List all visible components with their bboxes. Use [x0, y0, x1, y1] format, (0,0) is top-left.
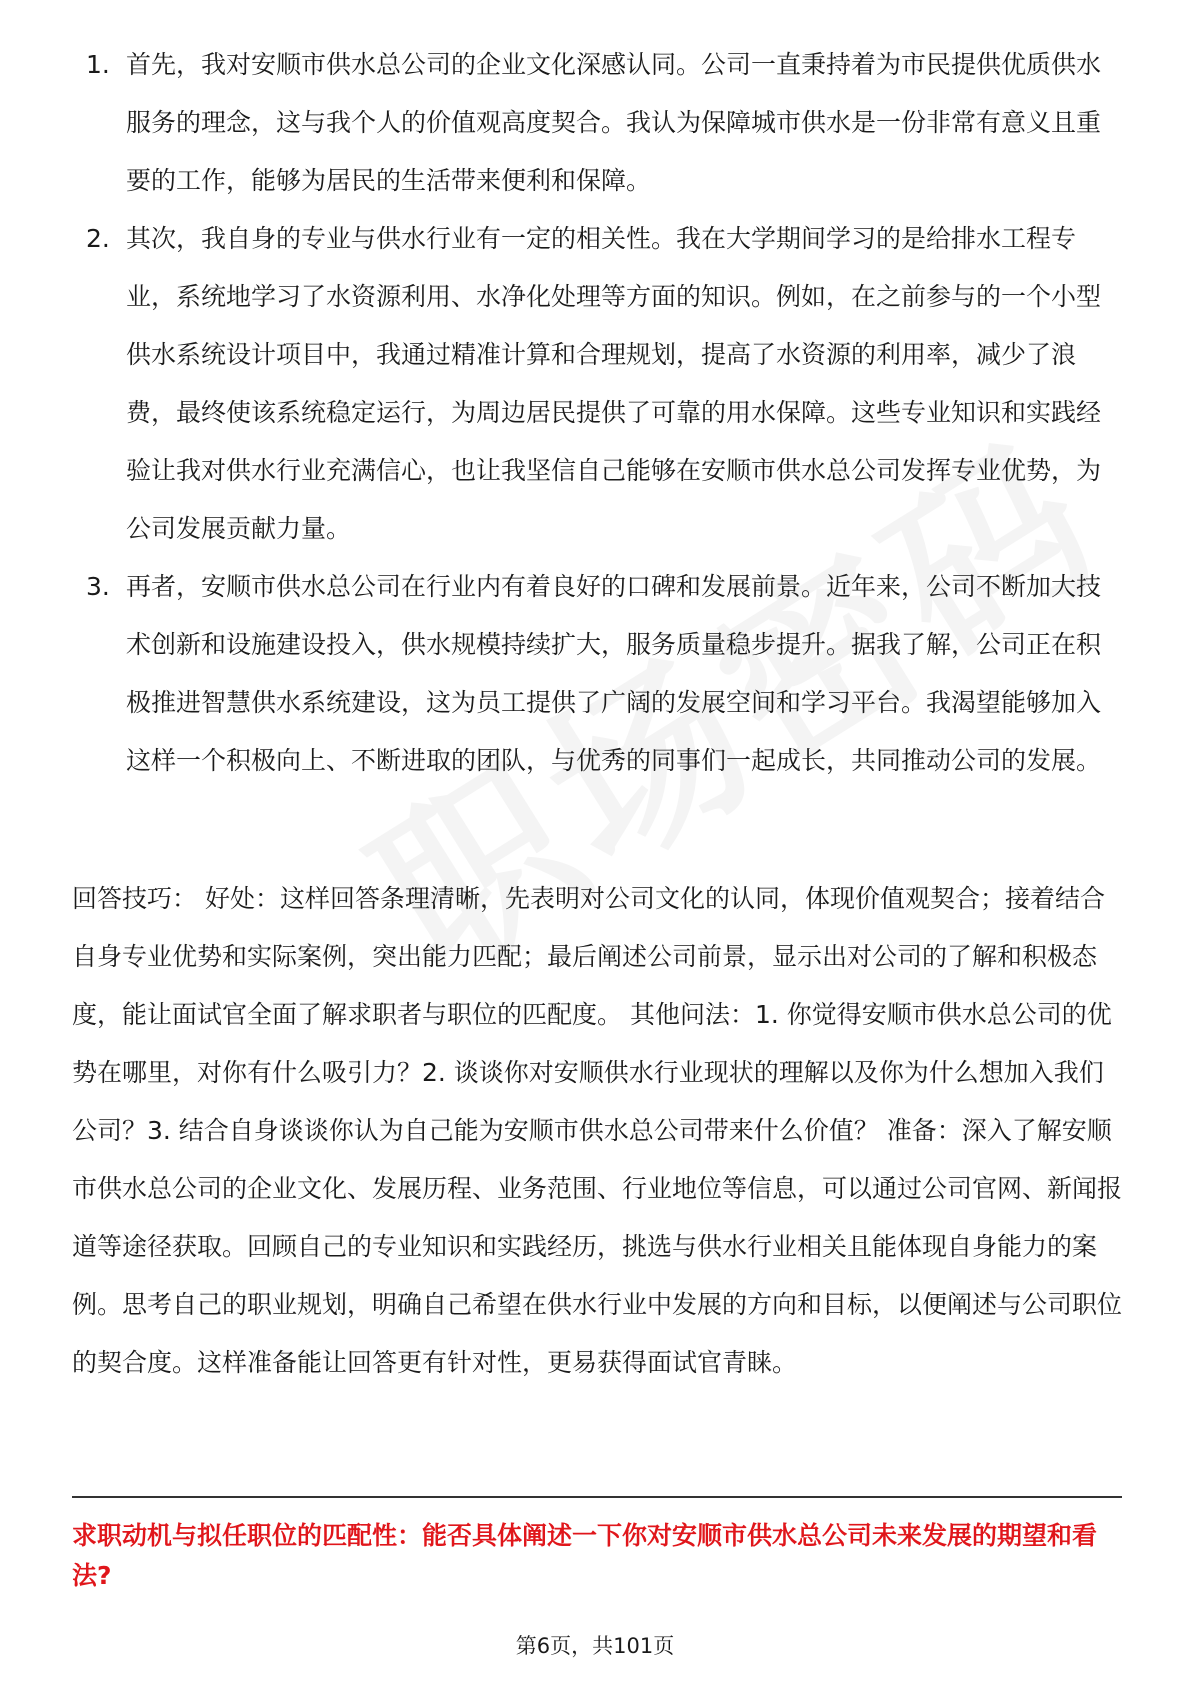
list-item [72, 36, 1122, 210]
answer-tips-paragraph: 回答技巧： 好处：这样回答条理清晰，先表明对公司文化的认同，体现价值观契合；接着结合自身专业优势和实际案例，突出能力匹配；最后阐述公司前景，显示出对公司的了解和积极态度，能让面试官全面了解求职者与职位的匹配度。 其他问法：1. 你觉得安顺市供水总公司的优势在哪里，对你有什么吸引力？2. 谈谈你对安顺供水行业现状的理解以及你为什么想加入我们公司？3. 结合自身谈谈你认为自己能为安顺市供水总公司带来什么价值？ 准备：深入了解安顺市供水总公司的企业文化、发展历程、业务范围、行业地位等信息，可以通过公司官网、新闻报道等途径获取。回顾自己的专业知识和实践经历，挑选与供水行业相关且能体现自身能力的案例。思考自己的职业规划，明确自己希望在供水行业中发展的方向和目标，以便阐述与公司职位的契合度。这样准备能让回答更有针对性，更易获得面试官青睐。 [72, 884, 1123, 1377]
list-item-number: 2. [86, 224, 110, 253]
list-item-number: 1. [86, 50, 110, 79]
page-number-footer: 第6页，共101页 [515, 1634, 675, 1658]
next-question-heading: 求职动机与拟任职位的匹配性：能否具体阐述一下你对安顺市供水总公司未来发展的期望和看法? [72, 1521, 1098, 1590]
list-item-text: 其次，我自身的专业与供水行业有一定的相关性。我在大学期间学习的是给排水工程专业，系统地学习了水资源利用、水净化处理等方面的知识。例如，在之前参与的一个小型供水系统设计项目中，我通过精准计算和合理规划，提高了水资源的利用率，减少了浪费，最终使该系统稳定运行，为周边居民提供了可靠的用水保障。这些专业知识和实践经验让我对供水行业充满信心，也让我坚信自己能够在安顺市供水总公司发挥专业优势，为公司发展贡献力量。 [126, 224, 1102, 543]
list-item-number: 3. [86, 572, 110, 601]
list-item-text: 再者，安顺市供水总公司在行业内有着良好的口碑和发展前景。近年来，公司不断加大技术创新和设施建设投入，供水规模持续扩大，服务质量稳步提升。据我了解，公司正在积极推进智慧供水系统建设，这为员工提供了广阔的发展空间和学习平台。我渴望能够加入这样一个积极向上、不断进取的团队，与优秀的同事们一起成长，共同推动公司的发展。 [126, 572, 1102, 775]
list-item [72, 558, 1122, 790]
section-divider [72, 1496, 1122, 1498]
list-item [72, 210, 1122, 558]
list-item-text: 首先，我对安顺市供水总公司的企业文化深感认同。公司一直秉持着为市民提供优质供水服务的理念，这与我个人的价值观高度契合。我认为保障城市供水是一份非常有意义且重要的工作，能够为居民的生活带来便利和保障。 [126, 50, 1102, 195]
answer-list [72, 36, 1122, 790]
